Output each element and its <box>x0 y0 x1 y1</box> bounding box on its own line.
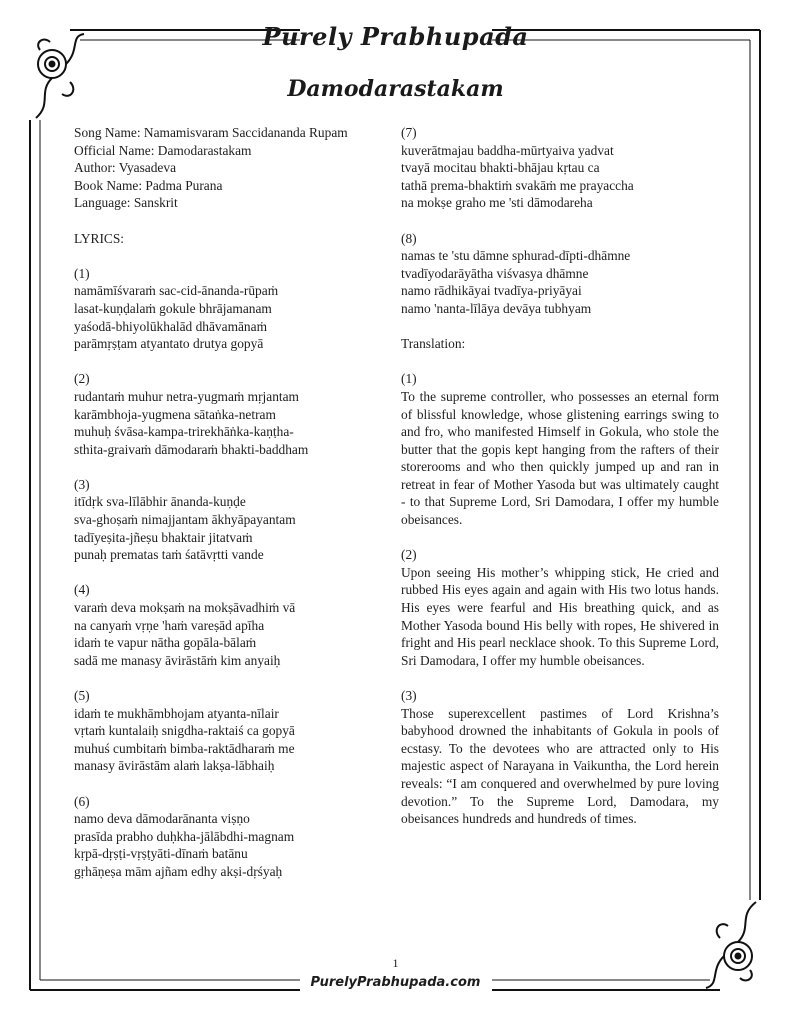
verse-line: namo 'nanta-līlāya devāya tubhyam <box>401 300 592 316</box>
verse-line: vṛtaṁ kuntalaiḥ snigdha-raktaiś ca gopyā <box>74 723 295 739</box>
translation-text: Upon seeing His mother’s whipping stick, He cried and rubbed His eyes again and again with His two lotus hands. His eyes were fearful and His breathing quick, and as Mother Yasoda bound His belly with ropes, He shivered in fright and His pearl necklace shook. To this Supreme Lord, Sri Damodara, I offer my humble obeisances. <box>401 564 719 668</box>
page-title: Damodarastakam <box>287 76 504 102</box>
verse-line: itīdṛk sva-līlābhir ānanda-kuṇḍe <box>74 494 246 510</box>
verse-number: (2) <box>74 371 90 387</box>
translation-3 <box>401 687 719 828</box>
verse-line: yaśodā-bhiyolūkhalād dhāvamānaṁ <box>74 318 267 334</box>
verse-1 <box>74 265 374 353</box>
verse-number: (5) <box>74 688 90 703</box>
verse-line: namo deva dāmodarānanta viṣṇo <box>74 811 250 827</box>
verse-line: kuverātmajau baddha-mūrtyaiva yadvat <box>401 142 614 158</box>
info-block <box>74 124 374 212</box>
translation-heading: Translation: <box>401 336 466 352</box>
verse-line: karāmbhoja-yugmena sātaṅka-netram <box>74 406 276 422</box>
verse-line: namas te 'stu dāmne sphurad-dīpti-dhāmne <box>401 248 631 264</box>
verse-7 <box>401 124 719 212</box>
verse-line: sthita-graivaṁ dāmodaraṁ bhakti-baddham <box>74 441 309 457</box>
translation-1 <box>401 370 719 528</box>
page-number: 1 <box>392 956 399 970</box>
verse-3 <box>74 476 374 564</box>
verse-line: namo rādhikāyai tvadīya-priyāyai <box>401 283 582 299</box>
verse-line: parāmṛṣṭam atyantato drutya gopyā <box>74 336 264 352</box>
verse-line: manasy āvirāstām alaṁ lakṣa-lābhaiḥ <box>74 758 275 774</box>
info-official-name: Official Name: Damodarastakam <box>74 142 252 158</box>
verse-line: varaṁ deva mokṣaṁ na mokṣāvadhiṁ vā <box>74 600 296 616</box>
verse-number: (6) <box>74 793 90 809</box>
verse-5 <box>74 687 374 775</box>
lyrics-heading: LYRICS: <box>74 230 124 246</box>
verse-4 <box>74 581 374 669</box>
translation-number: (3) <box>401 688 417 703</box>
verse-line: sadā me manasy āvirāstāṁ kim anyaiḥ <box>74 652 281 668</box>
translation-number: (1) <box>401 371 417 387</box>
verse-line: namāmīśvaraṁ sac-cid-ānanda-rūpaṁ <box>74 283 279 299</box>
verse-line: tvayā mocitau bhakti-bhājau kṛtau ca <box>401 160 600 176</box>
verse-6 <box>74 793 374 881</box>
verse-line: sva-ghoṣaṁ nimajjantam ākhyāpayantam <box>74 512 296 528</box>
verse-line: gṛhāṇeṣa mām ajñam edhy akṣi-dṛśyaḥ <box>74 863 283 879</box>
verse-number: (8) <box>401 230 417 246</box>
translation-number: (2) <box>401 547 417 563</box>
translation-text: To the supreme controller, who possesses an eternal form of blissful knowledge, whose glistening earrings swing to and fro, who manifested Himself in Gokula, who stole the butter that the gopis kept hanging from the rafters of their storerooms and who then quickly jumped up and ran in retreat in fear of Mother Yasoda but was ultimately caught - to that Supreme Lord, Sri Damodara, I offer my humble obeisances. <box>401 388 719 528</box>
left-column <box>74 124 374 881</box>
right-column <box>401 124 719 828</box>
footer-website: PurelyPrabhupada.com <box>310 975 481 990</box>
verse-line: idaṁ te mukhāmbhojam atyanta-nīlair <box>74 705 279 721</box>
verse-line: muhuḥ śvāsa-kampa-trirekhāṅka-kaṇṭha- <box>74 424 294 440</box>
verse-line: muhuś cumbitaṁ bimba-raktādharaṁ me <box>74 740 295 756</box>
verse-line: tathā prema-bhaktiṁ svakāṁ me prayaccha <box>401 177 634 193</box>
verse-line: tadīyeṣita-jñeṣu bhaktair jitatvaṁ <box>74 529 253 545</box>
verse-2 <box>74 370 374 458</box>
verse-line: kṛpā-dṛṣṭi-vṛṣṭyāti-dīnaṁ batānu <box>74 846 248 862</box>
verse-line: idaṁ te vapur nātha gopāla-bālaṁ <box>74 635 257 651</box>
verse-number: (4) <box>74 582 90 598</box>
translation-2 <box>401 546 719 669</box>
info-song-name: Song Name: Namamisvaram Saccidananda Rupam <box>74 125 348 140</box>
verse-number: (1) <box>74 265 90 281</box>
verse-line: lasat-kuṇḍalaṁ gokule bhrājamanam <box>74 300 272 316</box>
info-language: Language: Sanskrit <box>74 195 178 211</box>
verse-line: na mokṣe graho me 'sti dāmodareha <box>401 195 593 211</box>
verse-line: rudantaṁ muhur netra-yugmaṁ mṛjantam <box>74 388 299 404</box>
info-author: Author: Vyasadeva <box>74 160 177 176</box>
verse-8 <box>401 230 719 318</box>
verse-number: (3) <box>74 476 90 492</box>
verse-line: tvadīyodarāyātha viśvasya dhāmne <box>401 265 589 281</box>
translation-text: Those superexcellent pastimes of Lord Krishna’s babyhood drowned the inhabitants of Gokula in pools of ecstasy. To the devotees who are attracted only to His majestic aspect of Narayana in Vaikuntha, the Lord herein reveals: “I am conquered and overwhelmed by pure loving devotion.” To the Supreme Lord, Damodara, my obeisances hundreds and hundreds of times. <box>401 705 719 827</box>
brand-logo-text: Purely Prabhupada <box>262 22 529 51</box>
verse-number: (7) <box>401 125 417 140</box>
verse-line: punaḥ prematas taṁ śatāvṛtti vande <box>74 547 264 563</box>
verse-line: prasīda prabho duḥkha-jālābdhi-magnam <box>74 828 295 844</box>
verse-line: na canyaṁ vṛṇe 'haṁ vareṣād apīha <box>74 617 265 633</box>
info-book-name: Book Name: Padma Purana <box>74 177 223 193</box>
